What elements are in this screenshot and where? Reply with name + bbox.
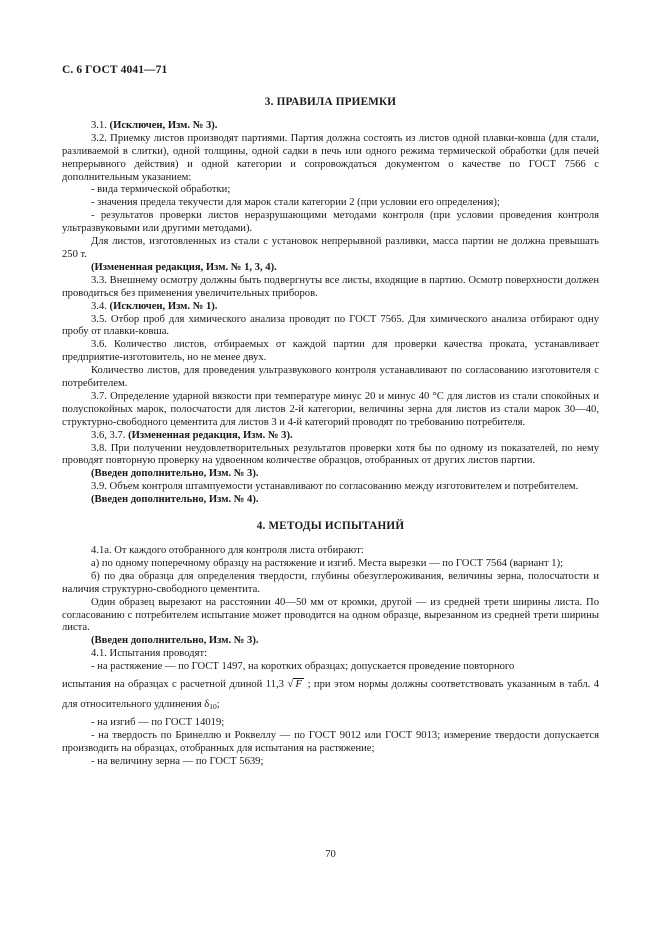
change-note: (Исключен, Изм. № 3).	[109, 119, 218, 131]
radicand: F	[295, 678, 303, 691]
test-tension: - на растяжение — по ГОСТ 1497, на коротких образцах; допускается проведение повторного	[91, 661, 515, 673]
dash-item: - результатов проверки листов неразрушающими методами контроля (при условии проведения контроля ультразвуковыми или другими методами).	[62, 210, 599, 235]
clause-4-1a-continued: Один образец вырезают на расстоянии 40—50 мм от кромки, другой — из средней трети ширины листа. По согласованию с потребителем испытание может проводится на одном образце, вырезанном из средней трети ширины листа.	[62, 596, 599, 634]
change-note: (Измененная редакция, Изм. № 3).	[128, 429, 293, 441]
clause-number: 3.4.	[91, 300, 107, 312]
clause-4-1: 4.1. Испытания проводят:	[91, 648, 208, 660]
clause-3-3: 3.3. Внешнему осмотру должны быть подвергнуты все листы, входящие в партию. Осмотр поверхности должен проводиться без применения увеличительных приборов.	[62, 274, 599, 299]
change-note: (Измененная редакция, Изм. № 1, 3, 4).	[91, 261, 277, 273]
clause-number: 3.1.	[91, 119, 107, 131]
change-note-line	[62, 430, 599, 443]
clause-3-9: 3.9. Объем контроля штампуемости устанавливают по согласованию между изготовителем и потребителем.	[91, 481, 579, 493]
dash-item: - значения предела текучести для марок стали категории 2 (при условии его определения);	[91, 197, 500, 209]
page-header: С. 6 ГОСТ 4041—71	[62, 64, 168, 76]
formula-text: испытания на образцах с расчетной длиной 11,3	[62, 679, 284, 691]
clause-number: 3.6, 3.7.	[91, 429, 126, 441]
test-bend: - на изгиб — по ГОСТ 14019;	[91, 717, 225, 729]
list-item-b: б) по два образца для определения твердости, глубины обезуглероживания, величины зерна, полосчатости и наличия структурно-свободного цементита.	[62, 570, 599, 595]
change-note: (Исключен, Изм. № 1).	[109, 300, 218, 312]
test-hardness: - на твердость по Бринеллю и Роквеллу — по ГОСТ 9012 или ГОСТ 9013; измерение твердости допускается производить на образцах, отобранных для испытания на растяжение;	[62, 729, 599, 754]
document-body	[62, 96, 599, 769]
list-item-a: а) по одному поперечному образцу на растяжение и изгиб. Места вырезки — по ГОСТ 7564 (вариант 1);	[91, 557, 564, 569]
clause-3-5: 3.5. Отбор проб для химического анализа проводят по ГОСТ 7565. Для химического анализа отбирают одну пробу от плавки-ковша.	[62, 313, 599, 338]
change-note: (Введен дополнительно, Изм. № 3).	[91, 468, 259, 480]
test-tension-continued	[62, 674, 599, 717]
clause-3-6-continued: Количество листов, для проведения ультразвукового контроля устанавливают по согласованию изготовителя с потребителем.	[62, 365, 599, 390]
section-3-title: 3. ПРАВИЛА ПРИЕМКИ	[264, 96, 397, 108]
clause-3-7: 3.7. Определение ударной вязкости при температуре минус 20 и минус 40 °С для листов из стали спокойных и полуспокойных марок, полосчатости для листов 2-й категории, величины зерна для листов из стали марок 30—40, структурно-свободного цементита для листов 3 и 4-й категорий проводят по требованию потребителя.	[62, 390, 599, 428]
clause-3-8: 3.8. При получении неудовлетворительных результатов проверки хотя бы по одному из показателей, по нему проводят повторную проверку на удвоенном количестве образцов, отобранных от других листов партии.	[62, 442, 599, 467]
test-grain-size: - на величину зерна — по ГОСТ 5639;	[91, 755, 264, 767]
formula-text: ;	[216, 699, 220, 711]
page-number: 70	[325, 849, 336, 860]
clause-3-6: 3.6. Количество листов, отбираемых от каждой партии для проверки качества проката, устанавливает предприятие-изготовитель, но не менее двух.	[62, 339, 599, 364]
subscript: 10	[209, 702, 217, 712]
clause-3-2-continued: Для листов, изготовленных из стали с установок непрерывной разливки, масса партии не должна превышать 250 т.	[62, 236, 599, 260]
change-note: (Введен дополнительно, Изм. № 3).	[91, 635, 259, 647]
clause-3-1	[62, 120, 599, 133]
formula-text: ; при этом нормы должны соответствовать указанным в табл. 4 для относительного удлинения δ	[62, 679, 600, 711]
section-4-title: 4. МЕТОДЫ ИСПЫТАНИЙ	[256, 520, 405, 533]
clause-4-1a: 4.1а. От каждого отобранного для контроля листа отбирают:	[91, 545, 364, 556]
clause-3-2: 3.2. Приемку листов производят партиями. Партия должна состоять из листов одной плавки-ковша (для стали, разливаемой в слитки), одной толщины, одной садки в печь или одного режима термической обработки (для печей непрерывного действия) и одной категории и сопровождаться документом о качестве по ГОСТ 7566 с дополнительным указанием:	[62, 132, 599, 183]
dash-item: - вида термической обработки;	[91, 184, 231, 196]
change-note: (Введен дополнительно, Изм. № 4).	[91, 494, 259, 506]
square-root-symbol: √ F	[287, 678, 303, 691]
clause-3-4	[62, 301, 599, 314]
